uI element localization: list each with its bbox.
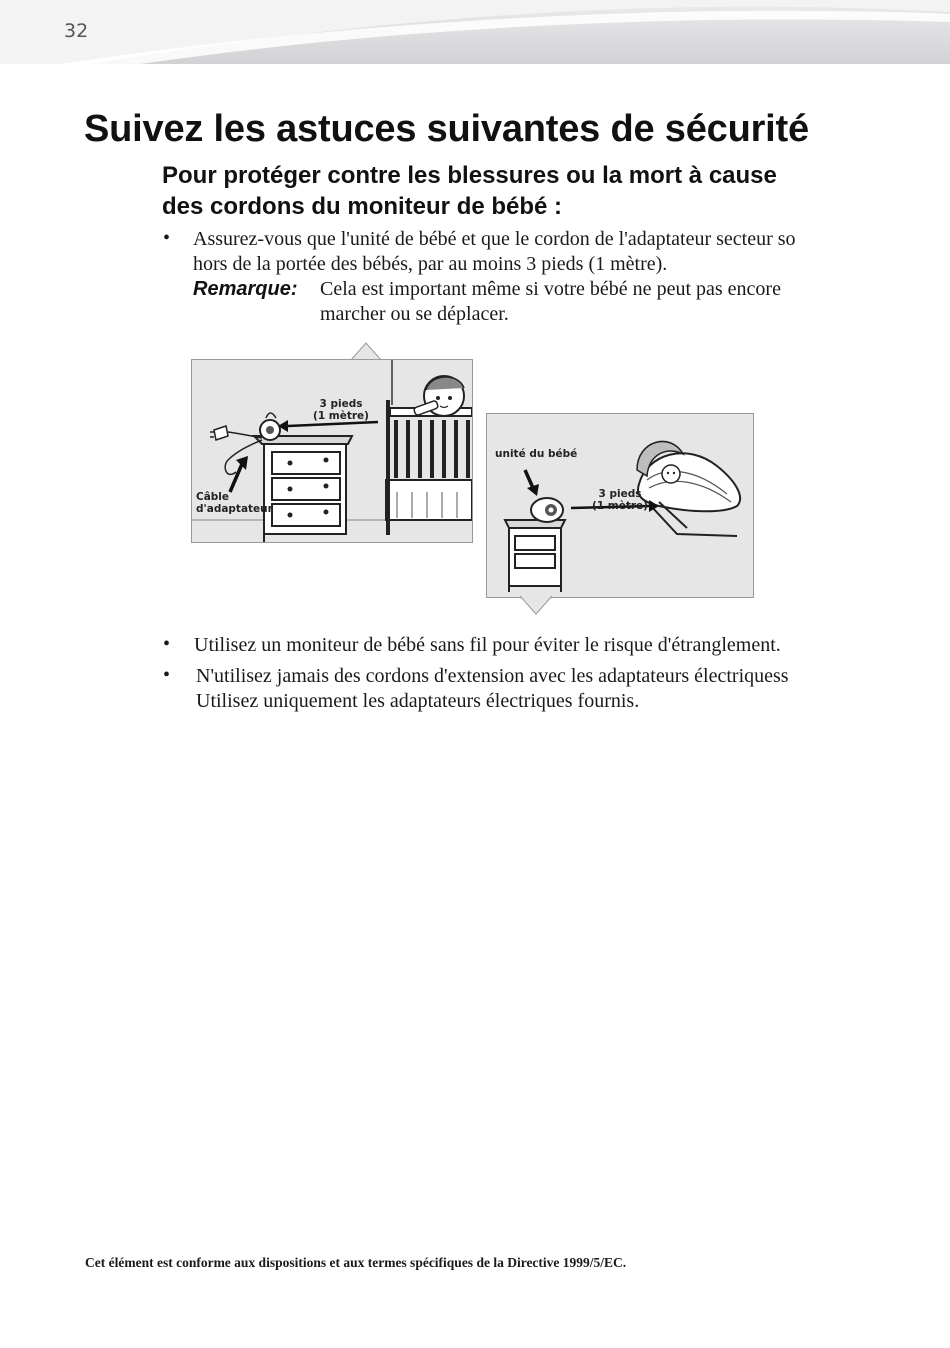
- bullet-text-line-2: hors de la portée des bébés, par au moins 3 pieds (1 mètre).: [193, 253, 668, 275]
- bullet-text: [193, 227, 859, 277]
- cable-label-line-2: d'adaptateur: [196, 503, 273, 515]
- illustration-nursery: [191, 359, 473, 543]
- cable-label-line-1: Câble: [196, 491, 230, 503]
- note-line-1: Cela est important même si votre bébé ne peut pas encore: [320, 278, 781, 300]
- bullet-symbol: •: [163, 227, 171, 249]
- bullet-text: [196, 664, 858, 714]
- unit-label: unité du bébé: [495, 448, 578, 460]
- bullet-text: [194, 633, 781, 658]
- callout-pointer-bottom: [520, 595, 560, 615]
- page-number: 32: [64, 20, 89, 42]
- bullet-text-line-1: Utilisez un moniteur de bébé sans fil pour éviter le risque d'étranglement.: [194, 634, 781, 656]
- footer-compliance-note: Cet élément est conforme aux dispositions et aux termes spécifiques de la Directive 1999/5/EC.: [85, 1255, 627, 1270]
- bullet-symbol: •: [163, 633, 171, 655]
- illustration-bouncer: [486, 413, 754, 598]
- subtitle-line-2: des cordons du moniteur de bébé :: [162, 193, 563, 220]
- note-line-2: marcher ou se déplacer.: [320, 303, 509, 325]
- distance-label-left-line-2: (1 mètre): [313, 410, 369, 422]
- distance-label-right-line-2: (1 mètre): [592, 500, 648, 512]
- distance-label-right: [583, 488, 657, 512]
- page-header-band: [0, 0, 950, 64]
- distance-label-right-line-1: 3 pieds: [598, 488, 642, 500]
- bullet-text-line-2: Utilisez uniquement les adaptateurs électriques fournis.: [196, 690, 640, 712]
- distance-label-left-line-1: 3 pieds: [319, 398, 363, 410]
- page-title: Suivez les astuces suivantes de sécurité: [84, 108, 809, 150]
- subtitle-line-1: Pour protéger contre les blessures ou la mort à cause: [162, 162, 777, 189]
- bullet-symbol: •: [163, 664, 171, 686]
- header-swoosh: [0, 0, 950, 64]
- bullet-text-line-1: N'utilisez jamais des cordons d'extension avec les adaptateurs électriquess: [196, 665, 789, 687]
- note: [193, 277, 781, 327]
- cable-label: [196, 491, 273, 515]
- bullet-text-line-1: Assurez-vous que l'unité de bébé et que le cordon de l'adaptateur secteur so: [193, 228, 796, 250]
- distance-label-left: [304, 398, 378, 422]
- note-label: Remarque:: [193, 278, 298, 300]
- section-subtitle: [162, 160, 862, 222]
